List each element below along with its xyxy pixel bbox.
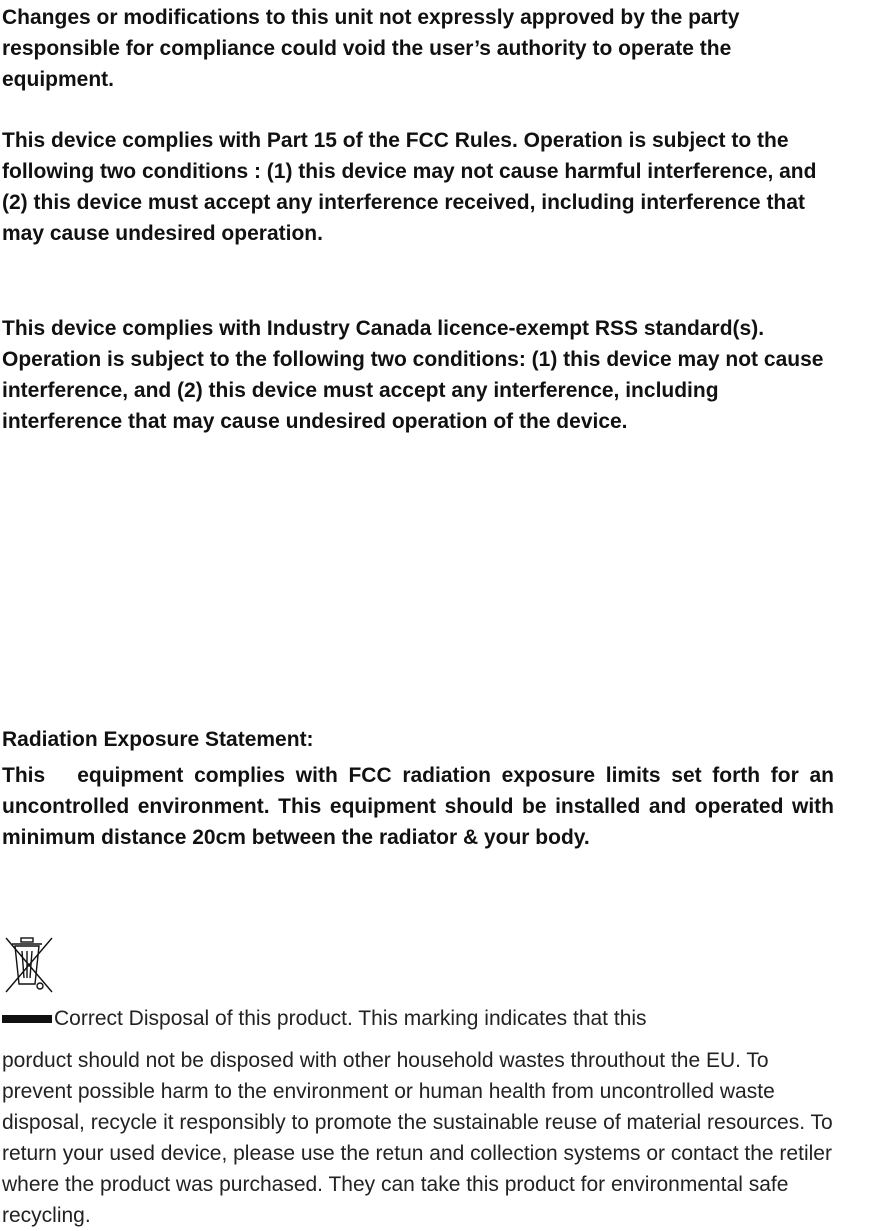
radiation-statement-body: This equipment complies with FCC radiation exposure limits set forth for an uncontrolled environment. This equipment should be installed and operated with minimum distance 20cm between the radiator & your body. [2,764,840,849]
weee-crossed-bin-icon [4,934,54,996]
industry-canada-statement: This device complies with Industry Canada licence-exempt RSS standard(s). Operation is subject to the following two conditions: (1) this device may not cause interference, and (2) this device must accept any interference, including interference that may cause undesired operation of the device. [2,317,824,433]
fcc-modification-warning: Changes or modifications to this unit not expressly approved by the party responsible for compliance could void the user’s authority to operate the equipment. [2,6,740,91]
disposal-body: porduct should not be disposed with other household wastes throuthout the EU. To prevent possible harm to the environment or human health from uncontrolled waste disposal, recycle it responsibly to promote the sustainable reuse of material resources. To return your used device, please use the retun and collection systems or contact the retiler where the product was purchased. They can take this product for environmental safe recycling. [2,1049,833,1227]
fcc-part15-statement: This device complies with Part 15 of the FCC Rules. Operation is subject to the following two conditions : (1) this device may not cause harmful interference, and (2) this device must accept any interference received, including interference that may cause undesired operation. [2,129,817,245]
disposal-marker-bar [2,1015,52,1023]
disposal-heading [2,1003,647,1034]
radiation-statement-title: Radiation Exposure Statement: [2,728,314,751]
disposal-heading-text: Correct Disposal of this product. This marking indicates that this [54,1007,647,1030]
